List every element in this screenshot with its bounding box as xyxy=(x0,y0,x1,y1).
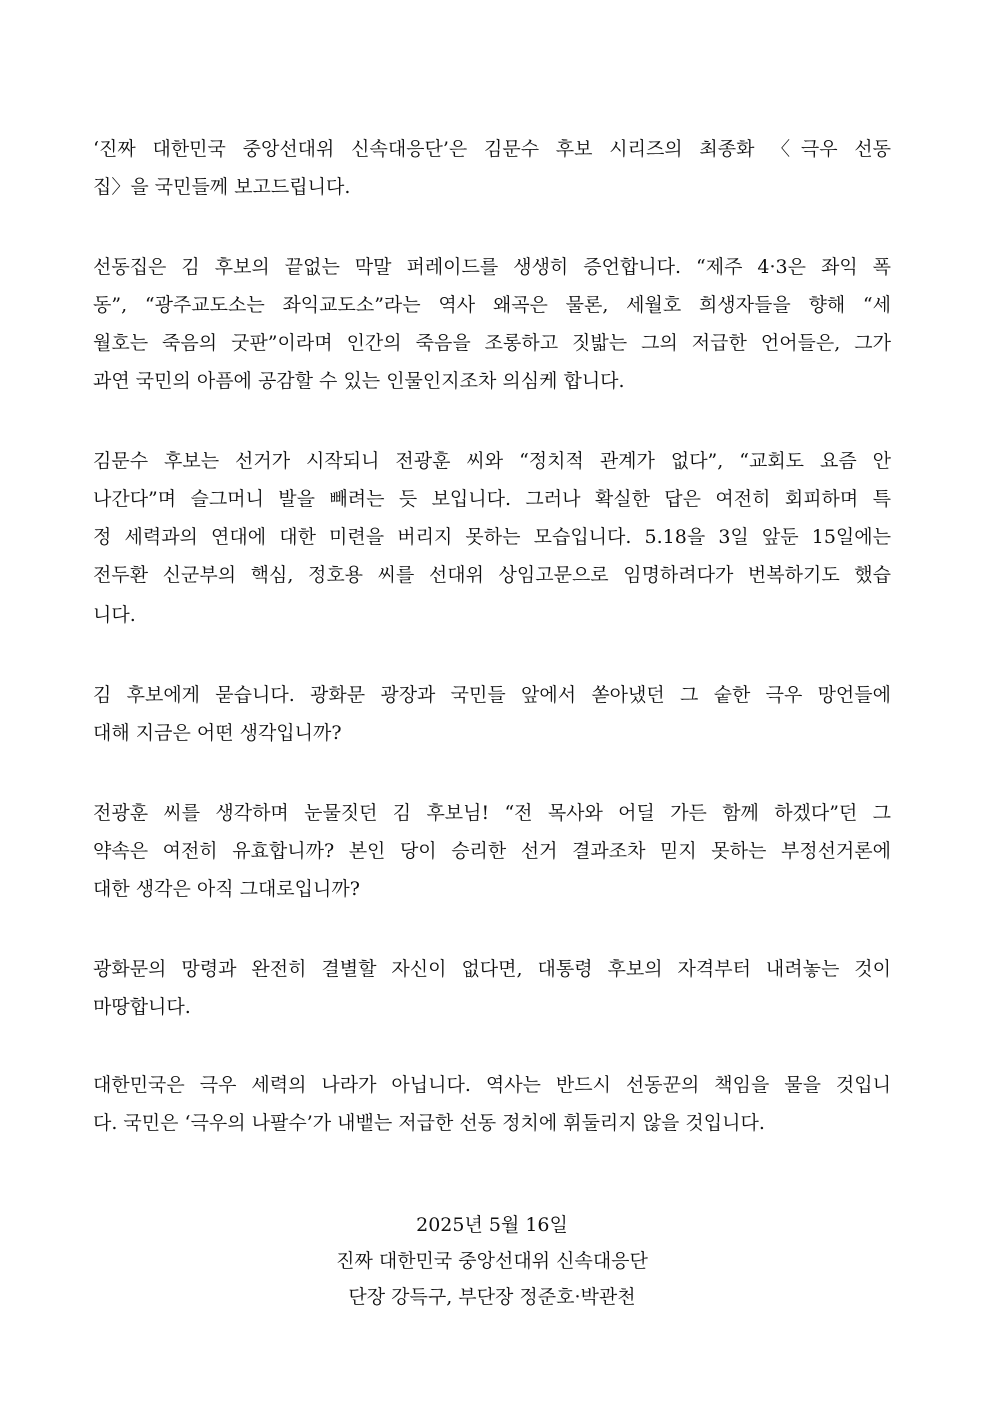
signature-organization: 진짜 대한민국 중앙선대위 신속대응단 xyxy=(336,1250,648,1272)
paragraph-3-line-2: 나간다”며 슬그머니 발을 빼려는 듯 보입니다. 그러나 확실한 답은 여전히 회피하며 특 xyxy=(93,488,891,510)
paragraph-1-line-2: 집〉을 국민들께 보고드립니다. xyxy=(93,176,351,198)
paragraph-2-line-3: 월호는 죽음의 굿판”이라며 인간의 죽음을 조롱하고 짓밟는 그의 저급한 언어들은, 그가 xyxy=(93,332,891,354)
paragraph-5-line-2: 약속은 여전히 유효합니까? 본인 당이 승리한 선거 결과조차 믿지 못하는 부정선거론에 xyxy=(93,840,891,862)
paragraph-7-line-1: 대한민국은 극우 세력의 나라가 아닙니다. 역사는 반드시 선동꾼의 책임을 물을 것입니 xyxy=(93,1074,891,1096)
paragraph-2-line-1: 선동집은 김 후보의 끝없는 막말 퍼레이드를 생생히 증언합니다. “제주 4·3은 좌익 폭 xyxy=(93,256,891,278)
paragraph-5-line-3: 대한 생각은 아직 그대로입니까? xyxy=(93,878,360,900)
paragraph-2-line-2: 동”, “광주교도소는 좌익교도소”라는 역사 왜곡은 물론, 세월호 희생자들을 향해 “세 xyxy=(93,294,891,316)
paragraph-5-line-1: 전광훈 씨를 생각하며 눈물짓던 김 후보님! “전 목사와 어딜 가든 함께 하겠다”던 그 xyxy=(93,802,891,824)
paragraph-2-line-4: 과연 국민의 아픔에 공감할 수 있는 인물인지조차 의심케 합니다. xyxy=(93,370,625,392)
paragraph-3-line-4: 전두환 신군부의 핵심, 정호용 씨를 선대위 상임고문으로 임명하려다가 번복하기도 했습 xyxy=(93,564,891,586)
paragraph-3-line-5: 니다. xyxy=(93,604,136,626)
paragraph-6-line-2: 마땅합니다. xyxy=(93,996,191,1018)
paragraph-7-line-2: 다. 국민은 ‘극우의 나팔수’가 내뱉는 저급한 선동 정치에 휘둘리지 않을 것입니다. xyxy=(93,1112,765,1134)
paragraph-3-line-3: 정 세력과의 연대에 대한 미련을 버리지 못하는 모습입니다. 5.18을 3일 앞둔 15일에는 xyxy=(93,526,891,548)
paragraph-4-line-2: 대해 지금은 어떤 생각입니까? xyxy=(93,722,342,744)
signature-leaders: 단장 강득구, 부단장 정준호·박관천 xyxy=(348,1286,636,1308)
paragraph-1-line-1: ‘진짜 대한민국 중앙선대위 신속대응단’은 김문수 후보 시리즈의 최종화 〈극우 선동 xyxy=(93,138,891,160)
paragraph-3-line-1: 김문수 후보는 선거가 시작되니 전광훈 씨와 “정치적 관계가 없다”, “교회도 요즘 안 xyxy=(93,450,891,472)
paragraph-6-line-1: 광화문의 망령과 완전히 결별할 자신이 없다면, 대통령 후보의 자격부터 내려놓는 것이 xyxy=(93,958,891,980)
signature-date: 2025년 5월 16일 xyxy=(416,1214,568,1236)
paragraph-4-line-1: 김 후보에게 묻습니다. 광화문 광장과 국민들 앞에서 쏟아냈던 그 숱한 극우 망언들에 xyxy=(93,684,891,706)
